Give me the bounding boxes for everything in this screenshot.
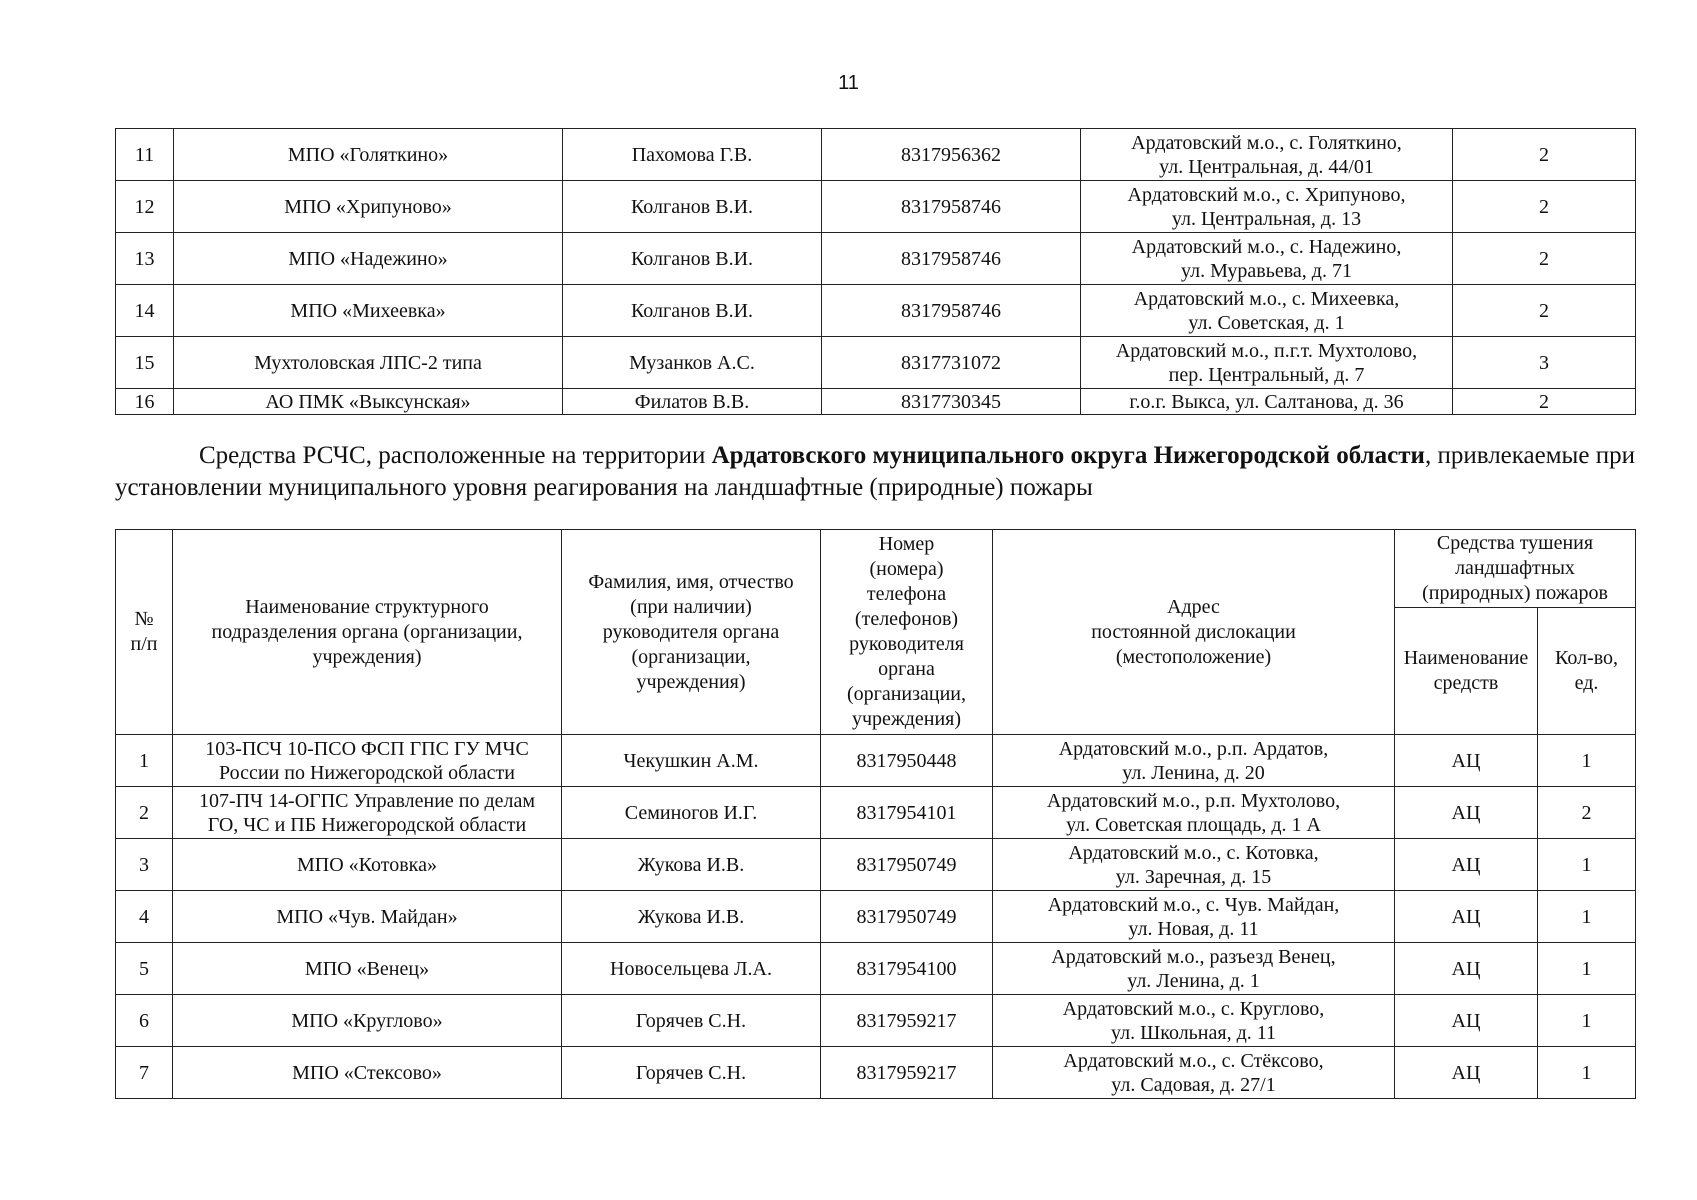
count: 2 bbox=[1453, 233, 1636, 285]
row-number: 12 bbox=[116, 181, 174, 233]
unit-name: МПО «Венец» bbox=[173, 943, 562, 995]
means-name: АЦ bbox=[1395, 1047, 1538, 1099]
header-phone: Номер (номера) телефона (телефонов) руководителя органа (организации, учреждения) bbox=[821, 530, 993, 735]
table-row bbox=[116, 1047, 1636, 1099]
table-row bbox=[116, 995, 1636, 1047]
means-count: 1 bbox=[1538, 839, 1636, 891]
head-name: Музанков А.С. bbox=[563, 337, 822, 389]
means-name: АЦ bbox=[1395, 891, 1538, 943]
address: Ардатовский м.о., с. Круглово, ул. Школьная, д. 11 bbox=[993, 995, 1395, 1047]
head-name: Чекушкин А.М. bbox=[562, 735, 821, 787]
phone-number: 8317958746 bbox=[822, 285, 1081, 337]
unit-name: МПО «Хрипуново» bbox=[174, 181, 563, 233]
table-row bbox=[116, 839, 1636, 891]
unit-name: МПО «Котовка» bbox=[173, 839, 562, 891]
means-name: АЦ bbox=[1395, 995, 1538, 1047]
table-row bbox=[116, 233, 1636, 285]
means-count: 2 bbox=[1538, 787, 1636, 839]
head-name: Горячев С.Н. bbox=[562, 995, 821, 1047]
row-number: 13 bbox=[116, 233, 174, 285]
row-number: 16 bbox=[116, 389, 174, 415]
table-row bbox=[116, 735, 1636, 787]
head-name: Колганов В.И. bbox=[563, 233, 822, 285]
unit-name: МПО «Чув. Майдан» bbox=[173, 891, 562, 943]
table-row bbox=[116, 891, 1636, 943]
count: 2 bbox=[1453, 129, 1636, 181]
means-name: АЦ bbox=[1395, 839, 1538, 891]
address: г.о.г. Выкса, ул. Салтанова, д. 36 bbox=[1081, 389, 1453, 415]
row-number: 2 bbox=[116, 787, 173, 839]
unit-name: АО ПМК «Выксунская» bbox=[174, 389, 563, 415]
count: 3 bbox=[1453, 337, 1636, 389]
head-name: Колганов В.И. bbox=[563, 181, 822, 233]
means-count: 1 bbox=[1538, 735, 1636, 787]
address: Ардатовский м.о., с. Михеевка, ул. Советская, д. 1 bbox=[1081, 285, 1453, 337]
address: Ардатовский м.о., с. Котовка, ул. Заречная, д. 15 bbox=[993, 839, 1395, 891]
head-name: Филатов В.В. bbox=[563, 389, 822, 415]
phone-number: 8317950749 bbox=[821, 891, 993, 943]
row-number: 15 bbox=[116, 337, 174, 389]
row-number: 1 bbox=[116, 735, 173, 787]
means-count: 1 bbox=[1538, 995, 1636, 1047]
address: Ардатовский м.о., разъезд Венец, ул. Ленина, д. 1 bbox=[993, 943, 1395, 995]
head-name: Новосельцева Л.А. bbox=[562, 943, 821, 995]
count: 2 bbox=[1453, 285, 1636, 337]
header-means-count: Кол-во, ед. bbox=[1538, 608, 1636, 735]
phone-number: 8317959217 bbox=[821, 1047, 993, 1099]
row-number: 14 bbox=[116, 285, 174, 337]
unit-name: МПО «Надежино» bbox=[174, 233, 563, 285]
means-count: 1 bbox=[1538, 891, 1636, 943]
phone-number: 8317950749 bbox=[821, 839, 993, 891]
head-name: Колганов В.И. bbox=[563, 285, 822, 337]
section-heading: Средства РСЧС, расположенные на территории Ардатовского муниципального округа Нижегородской области, привлекаемые при установлении муниципального уровня реагирования на ландшафтные (природные) пожары bbox=[115, 442, 1635, 501]
table-row bbox=[116, 389, 1636, 415]
head-name: Семиногов И.Г. bbox=[562, 787, 821, 839]
row-number: 6 bbox=[116, 995, 173, 1047]
count: 2 bbox=[1453, 181, 1636, 233]
means-name: АЦ bbox=[1395, 943, 1538, 995]
phone-number: 8317950448 bbox=[821, 735, 993, 787]
table-row bbox=[116, 285, 1636, 337]
phone-number: 8317730345 bbox=[822, 389, 1081, 415]
address: Ардатовский м.о., р.п. Ардатов, ул. Ленина, д. 20 bbox=[993, 735, 1395, 787]
header-unit-name: Наименование структурного подразделения органа (организации, учреждения) bbox=[173, 530, 562, 735]
row-number: 4 bbox=[116, 891, 173, 943]
header-head-name: Фамилия, имя, отчество (при наличии) руководителя органа (организации, учреждения) bbox=[562, 530, 821, 735]
unit-name: МПО «Стексово» bbox=[173, 1047, 562, 1099]
header-address: Адрес постоянной дислокации (местоположение) bbox=[993, 530, 1395, 735]
means-name: АЦ bbox=[1395, 787, 1538, 839]
means-name: АЦ bbox=[1395, 735, 1538, 787]
table-row bbox=[116, 181, 1636, 233]
phone-number: 8317958746 bbox=[822, 181, 1081, 233]
unit-name: 107-ПЧ 14-ОГПС Управление по делам ГО, ЧС и ПБ Нижегородской области bbox=[173, 787, 562, 839]
unit-name: МПО «Круглово» bbox=[173, 995, 562, 1047]
phone-number: 8317956362 bbox=[822, 129, 1081, 181]
address: Ардатовский м.о., с. Надежино, ул. Муравьева, д. 71 bbox=[1081, 233, 1453, 285]
header-num: № п/п bbox=[116, 530, 173, 735]
header-means-group: Средства тушения ландшафтных (природных) пожаров bbox=[1395, 530, 1636, 608]
head-name: Жукова И.В. bbox=[562, 891, 821, 943]
unit-name: 103-ПСЧ 10-ПСО ФСП ГПС ГУ МЧС России по Нижегородской области bbox=[173, 735, 562, 787]
unit-name: Мухтоловская ЛПС-2 типа bbox=[174, 337, 563, 389]
count: 2 bbox=[1453, 389, 1636, 415]
unit-name: МПО «Голяткино» bbox=[174, 129, 563, 181]
phone-number: 8317731072 bbox=[822, 337, 1081, 389]
means-count: 1 bbox=[1538, 1047, 1636, 1099]
address: Ардатовский м.о., с. Хрипуново, ул. Центральная, д. 13 bbox=[1081, 181, 1453, 233]
row-number: 7 bbox=[116, 1047, 173, 1099]
table-row bbox=[116, 129, 1636, 181]
address: Ардатовский м.о., с. Чув. Майдан, ул. Новая, д. 11 bbox=[993, 891, 1395, 943]
table-row bbox=[116, 943, 1636, 995]
row-number: 5 bbox=[116, 943, 173, 995]
address: Ардатовский м.о., р.п. Мухтолово, ул. Советская площадь, д. 1 А bbox=[993, 787, 1395, 839]
row-number: 11 bbox=[116, 129, 174, 181]
address: Ардатовский м.о., с. Голяткино, ул. Центральная, д. 44/01 bbox=[1081, 129, 1453, 181]
forces-table-continued bbox=[115, 128, 1636, 415]
address: Ардатовский м.о., с. Стёксово, ул. Садовая, д. 27/1 bbox=[993, 1047, 1395, 1099]
phone-number: 8317959217 bbox=[821, 995, 993, 1047]
rschs-resources-table bbox=[115, 529, 1636, 1099]
unit-name: МПО «Михеевка» bbox=[174, 285, 563, 337]
table-row bbox=[116, 787, 1636, 839]
means-count: 1 bbox=[1538, 943, 1636, 995]
phone-number: 8317954101 bbox=[821, 787, 993, 839]
table-row bbox=[116, 337, 1636, 389]
head-name: Жукова И.В. bbox=[562, 839, 821, 891]
address: Ардатовский м.о., п.г.т. Мухтолово, пер. Центральный, д. 7 bbox=[1081, 337, 1453, 389]
phone-number: 8317958746 bbox=[822, 233, 1081, 285]
head-name: Пахомова Г.В. bbox=[563, 129, 822, 181]
header-means-name: Наименование средств bbox=[1395, 608, 1538, 735]
heading-bold-region: Ардатовского муниципального округа Нижегородской области bbox=[711, 442, 1425, 469]
head-name: Горячев С.Н. bbox=[562, 1047, 821, 1099]
phone-number: 8317954100 bbox=[821, 943, 993, 995]
row-number: 3 bbox=[116, 839, 173, 891]
page-number: 11 bbox=[838, 72, 859, 94]
